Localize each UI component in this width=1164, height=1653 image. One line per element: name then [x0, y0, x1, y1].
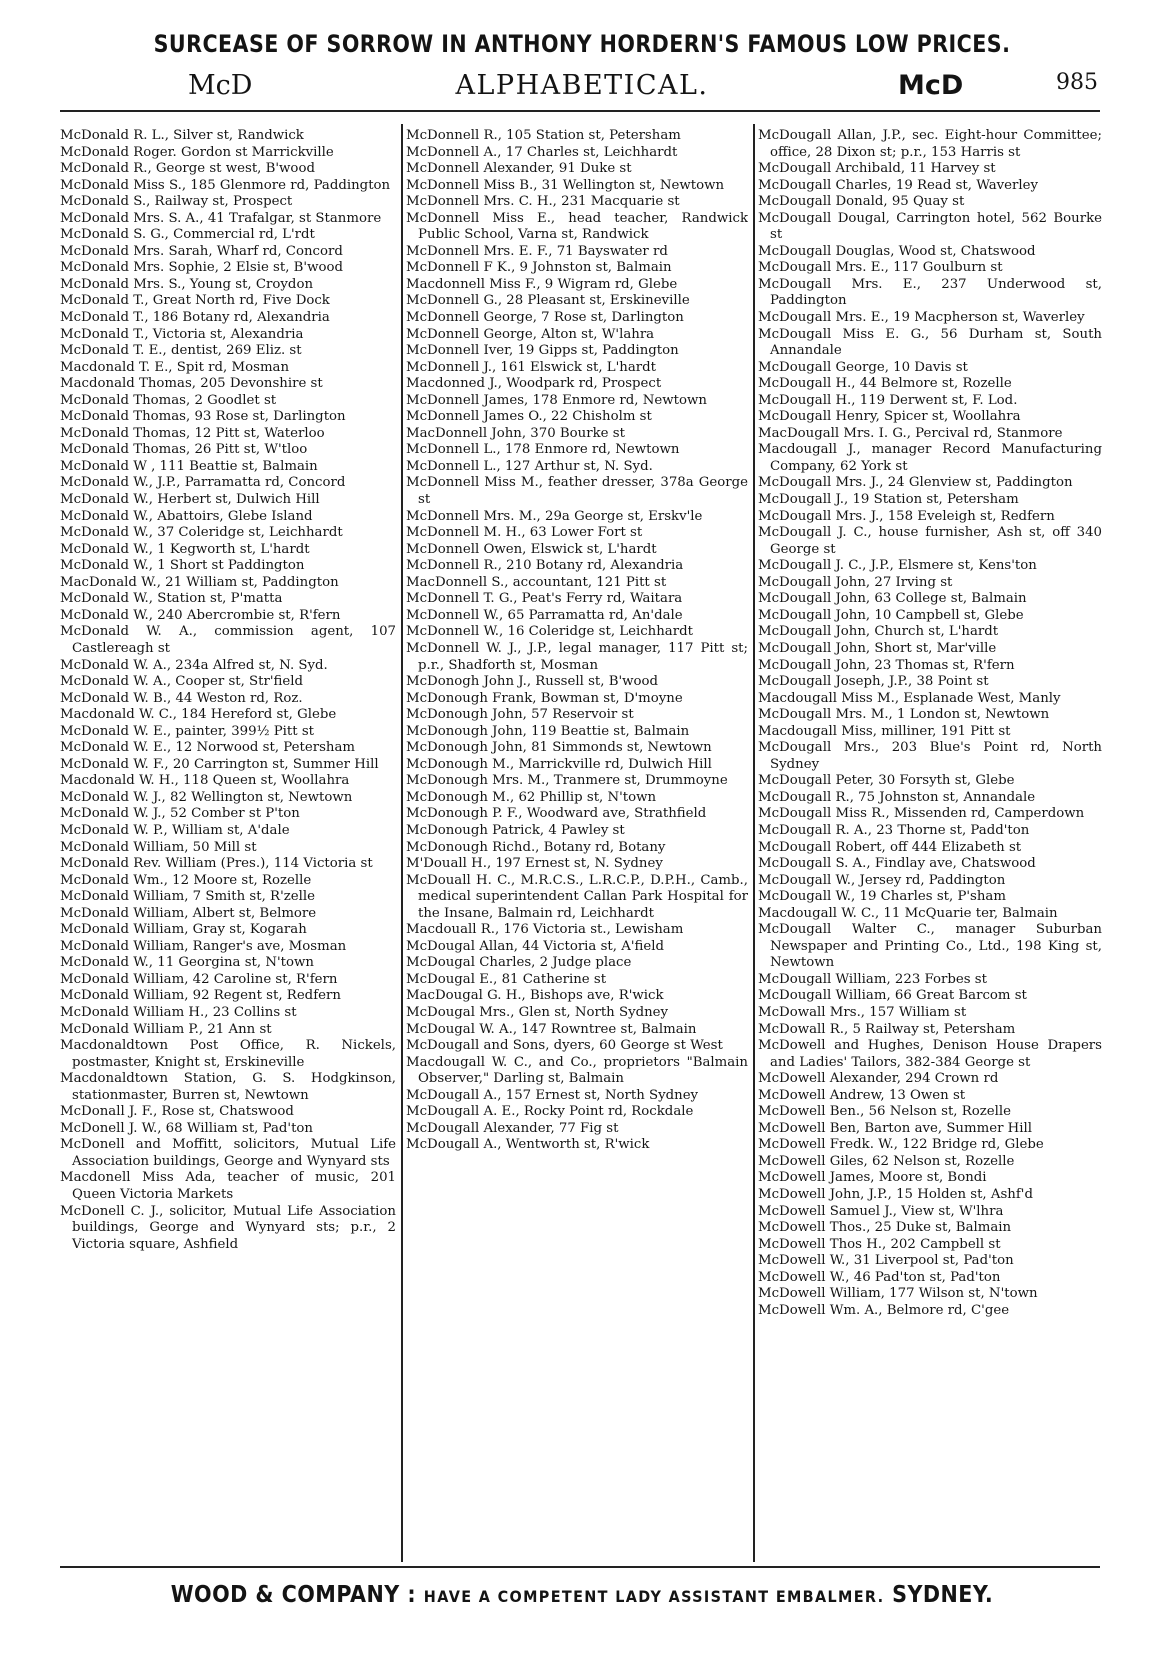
directory-entry: McDougall Mrs. M., 1 London st, Newtown — [758, 707, 1050, 723]
directory-entry: McDowell Andrew, 13 Owen st — [758, 1087, 966, 1103]
directory-entry: McDonald W., 240 Abercrombie st, R'fern — [60, 607, 341, 623]
directory-entry: McDougall A., Wentworth st, R'wick — [406, 1137, 650, 1153]
directory-entry: McDonnell Mrs. C. H., 231 Macquarie st — [406, 194, 680, 210]
directory-entry: McDonald Mrs. Sarah, Wharf rd, Concord — [60, 243, 343, 259]
directory-entry: McDougall John, 27 Irving st — [758, 574, 953, 590]
directory-entry: McDonnell George, Alton st, W'lahra — [406, 326, 655, 342]
directory-entry: MacDonnell John, 370 Bourke st — [406, 425, 625, 441]
directory-entry: McDonald W. A., Cooper st, Str'field — [60, 674, 304, 690]
directory-entry: McDougall Mrs. J., 24 Glenview st, Paddington — [758, 475, 1073, 491]
directory-entry: McDougal Mrs., Glen st, North Sydney — [406, 1004, 669, 1020]
directory-entry: McDonnell T. G., Peat's Ferry rd, Waitara — [406, 591, 683, 607]
directory-entry: McDonald William, 50 Mill st — [60, 839, 257, 855]
directory-entry: McDonald Thomas, 93 Rose st, Darlington — [60, 409, 346, 425]
directory-entry: McDonall J. F., Rose st, Chatswood — [60, 1104, 294, 1120]
directory-entry: McDonnell F K., 9 Johnston st, Balmain — [406, 260, 672, 276]
directory-entry: McDonald Wm., 12 Moore st, Rozelle — [60, 872, 312, 888]
directory-entry: McDonell J. W., 68 William st, Pad'ton — [60, 1120, 313, 1136]
directory-entry: McDonald W. B., 44 Weston rd, Roz. — [60, 690, 303, 706]
directory-entry: McDougall H., 119 Derwent st, F. Lod. — [758, 392, 1018, 408]
directory-entry: McDonald Mrs. S., Young st, Croydon — [60, 276, 314, 292]
directory-entry: McDougall William, 66 Great Barcom st — [758, 988, 1027, 1004]
directory-entry: McDougall Alexander, 77 Fig st — [406, 1120, 619, 1136]
directory-entry: McDougall J., 19 Station st, Petersham — [758, 492, 1019, 508]
directory-entry: Macdonaldtown Station, G. S. Hodgkinson, stationmaster, Burren st, Newtown — [60, 1071, 396, 1103]
directory-entry: McDowell John, J.P., 15 Holden st, Ashf'd — [758, 1187, 1033, 1202]
directory-entry: McDonald W., 1 Short st Paddington — [60, 558, 305, 574]
directory-entry: McDonnell George, 7 Rose st, Darlington — [406, 310, 684, 326]
directory-entry: McDonnell James, 178 Enmore rd, Newtown — [406, 392, 707, 408]
directory-entry: McDougall Allan, J.P., sec. Eight-hour Committee; office, 28 Dixon st; p.r., 153 Harris st — [758, 128, 1102, 160]
directory-entry: McDonald W., Herbert st, Dulwich Hill — [60, 492, 320, 508]
directory-entry: McDonald Miss S., 185 Glenmore rd, Paddington — [60, 177, 391, 193]
directory-entry: McDonald W. F., 20 Carrington st, Summer Hill — [60, 756, 379, 772]
directory-entry: McDonald Roger. Gordon st Marrickville — [60, 144, 334, 160]
directory-entry: McDougall Mrs. E., 237 Underwood st, Paddington — [758, 276, 1102, 309]
directory-entry: Macdonald Thomas, 205 Devonshire st — [60, 376, 323, 392]
directory-entry: McDonnell Miss M., feather dresser, 378a George st — [406, 475, 748, 508]
directory-entry: McDougall Peter, 30 Forsyth st, Glebe — [758, 773, 1015, 789]
directory-entry: McDougall Mrs., 203 Blue's Point rd, North Sydney — [758, 740, 1102, 772]
directory-entry: McDonald R. L., Silver st, Randwick — [60, 128, 304, 143]
directory-entry: McDougall Robert, off 444 Elizabeth st — [758, 839, 1022, 855]
directory-entry: McDonald William, Albert st, Belmore — [60, 905, 317, 921]
directory-entry: McDonnell Miss B., 31 Wellington st, Newtown — [406, 177, 725, 193]
directory-entry: McDowell Thos., 25 Duke st, Balmain — [758, 1220, 1012, 1236]
directory-entry: McDonell and Moffitt, solicitors, Mutual Life Association buildings, George and Wynyard sts — [60, 1137, 396, 1169]
directory-entry: McDonald W., Station st, P'matta — [60, 591, 283, 607]
directory-entry: McDonald William H., 23 Collins st — [60, 1004, 297, 1020]
directory-entry: Macdonald W. H., 118 Queen st, Woollahra — [60, 773, 350, 789]
directory-entry: McDonnell L., 127 Arthur st, N. Syd. — [406, 458, 653, 474]
footer-rule — [60, 1566, 1100, 1568]
directory-entry: McDougall H., 44 Belmore st, Rozelle — [758, 376, 1012, 392]
directory-entry: McDowell Ben., 56 Nelson st, Rozelle — [758, 1104, 1012, 1120]
directory-entry: McDowell Wm. A., Belmore rd, C'gee — [758, 1302, 1010, 1318]
directory-entry: McDonnell A., 17 Charles st, Leichhardt — [406, 144, 678, 160]
directory-entry: McDonald William P., 21 Ann st — [60, 1021, 272, 1037]
directory-entry: McDowall R., 5 Railway st, Petersham — [758, 1021, 1016, 1037]
advertiser-name: WOOD & COMPANY : — [170, 1582, 417, 1608]
directory-entry: McDonogh John J., Russell st, B'wood — [406, 674, 659, 690]
directory-entry: McDonough M., Marrickville rd, Dulwich Hill — [406, 756, 712, 772]
header-rule — [60, 110, 1100, 112]
directory-entry: McDonnell G., 28 Pleasant st, Erskineville — [406, 293, 690, 309]
directory-entry: McDonald W., 1 Kegworth st, L'hardt — [60, 541, 310, 557]
directory-entry: McDonald W. A., commission agent, 107 Castlereagh st — [60, 624, 396, 656]
directory-entry: McDonald W. J., 82 Wellington st, Newtown — [60, 789, 353, 805]
directory-entry: McDonnell W. J., J.P., legal manager, 117 Pitt st; p.r., Shadforth st, Mosman — [406, 640, 748, 673]
directory-entry: McDougall W., Jersey rd, Paddington — [758, 872, 1006, 888]
directory-entry: McDonald W. E., painter, 399½ Pitt st — [60, 723, 314, 739]
directory-entry: McDougall Mrs. E., 117 Goulburn st — [758, 260, 1003, 276]
directory-entry: McDonough John, 119 Beattie st, Balmain — [406, 723, 690, 739]
directory-entry: McDougall S. A., Findlay ave, Chatswood — [758, 856, 1036, 872]
directory-entry: McDonnell Iver, 19 Gipps st, Paddington — [406, 343, 679, 359]
directory-entry: McDowell William, 177 Wilson st, N'town — [758, 1286, 1038, 1302]
directory-entry: McDougal E., 81 Catherine st — [406, 971, 607, 987]
directory-entry: Macdonaldtown Post Office, R. Nickels, postmaster, Knight st, Erskineville — [60, 1038, 396, 1070]
directory-entry: McDougall J. C., house furnisher, Ash st, off 340 George st — [758, 525, 1102, 557]
directory-entry: McDonough Mrs. M., Tranmere st, Drummoyne — [406, 773, 728, 789]
directory-entry: McDonough Frank, Bowman st, D'moyne — [406, 690, 683, 706]
directory-entry: McDonnell W., 65 Parramatta rd, An'dale — [406, 607, 683, 623]
directory-column-3 — [758, 128, 1102, 1568]
directory-entry: McDonald S. G., Commercial rd, L'rdt — [60, 227, 315, 243]
directory-entry: McDonald Thomas, 12 Pitt st, Waterloo — [60, 425, 325, 441]
advertisement-message: HAVE A COMPETENT LADY ASSISTANT EMBALMER. — [423, 1587, 885, 1606]
directory-entry: MacDougal G. H., Bishops ave, R'wick — [406, 988, 664, 1004]
directory-entry: McDonald William, Gray st, Kogarah — [60, 922, 307, 938]
directory-entry: McDonnell W., 16 Coleridge st, Leichhardt — [406, 624, 693, 640]
directory-entry: Macdonnell Miss F., 9 Wigram rd, Glebe — [406, 276, 678, 292]
directory-entry: McDougall R. A., 23 Thorne st, Padd'ton — [758, 822, 1030, 838]
running-head-left: McD — [188, 70, 253, 101]
directory-entry: McDougall and Sons, dyers, 60 George st West — [406, 1038, 723, 1054]
directory-entry: McDougall J. C., J.P., Elsmere st, Kens'ton — [758, 558, 1037, 574]
directory-entry: Macdonell Miss Ada, teacher of music, 201 Queen Victoria Markets — [60, 1170, 396, 1202]
directory-entry: McDougall William, 223 Forbes st — [758, 971, 987, 987]
directory-entry: McDonough John, 81 Simmonds st, Newtown — [406, 740, 712, 756]
directory-entry: McDonald W., 37 Coleridge st, Leichhardt — [60, 525, 343, 541]
directory-entry: McDowell W., 46 Pad'ton st, Pad'ton — [758, 1269, 1001, 1285]
directory-entry: McDonough M., 62 Phillip st, N'town — [406, 789, 657, 805]
directory-entry: Macdougall W. C., and Co., proprietors "Balmain Observer," Darling st, Balmain — [406, 1054, 748, 1087]
directory-entry: McDowell Alexander, 294 Crown rd — [758, 1071, 999, 1087]
directory-entry: McDonough John, 57 Reservoir st — [406, 707, 634, 723]
directory-entry: McDowell Samuel J., View st, W'lhra — [758, 1203, 1004, 1219]
directory-entry: McDonnell James O., 22 Chisholm st — [406, 409, 652, 425]
directory-entry: Macdougall Miss M., Esplanade West, Manly — [758, 690, 1061, 706]
directory-entry: McDougall Mrs. J., 158 Eveleigh st, Redfern — [758, 508, 1055, 524]
directory-entry: McDougall Miss E. G., 56 Durham st, South Annandale — [758, 326, 1102, 359]
directory-entry: MacDougall Mrs. I. G., Percival rd, Stanmore — [758, 425, 1063, 441]
directory-entry: McDonald William, Ranger's ave, Mosman — [60, 938, 347, 954]
directory-entry: McDonald W. E., 12 Norwood st, Petersham — [60, 740, 355, 756]
bottom-advertisement-banner — [58, 1582, 1106, 1608]
top-advertisement-banner: SURCEASE OF SORROW IN ANTHONY HORDERN'S FAMOUS LOW PRICES. — [153, 30, 1011, 58]
directory-entry: Macdougall W. C., 11 McQuarie ter, Balmain — [758, 905, 1058, 921]
directory-entry: McDonald Mrs. S. A., 41 Trafalgar, st Stanmore — [60, 210, 382, 226]
directory-entry: McDowell and Hughes, Denison House Drapers and Ladies' Tailors, 382-384 George st — [758, 1038, 1102, 1070]
directory-entry: McDowell W., 31 Liverpool st, Pad'ton — [758, 1253, 1014, 1269]
directory-entry: McDougall Dougal, Carrington hotel, 562 Bourke st — [758, 210, 1102, 243]
directory-entry: Macdougall Miss, milliner, 191 Pitt st — [758, 723, 1011, 739]
directory-entry: McDonnell J., 161 Elswick st, L'hardt — [406, 359, 656, 375]
directory-entry: McDonald William, 92 Regent st, Redfern — [60, 988, 341, 1004]
directory-entry: McDonald W., J.P., Parramatta rd, Concord — [60, 475, 346, 491]
directory-entry: McDougall Henry, Spicer st, Woollahra — [758, 409, 1021, 425]
directory-entry: McDonald T., Great North rd, Five Dock — [60, 293, 330, 309]
directory-entry: McDouall H. C., M.R.C.S., L.R.C.P., D.P.H., Camb., medical superintendent Callan Park Hospital for the Insane, Balmain rd, Leichhardt — [406, 872, 748, 921]
directory-entry: McDonnell R., 105 Station st, Petersham — [406, 128, 681, 143]
directory-entry: McDougal Charles, 2 Judge place — [406, 955, 632, 971]
directory-entry: McDougall George, 10 Davis st — [758, 359, 968, 375]
directory-entry: McDonnell L., 178 Enmore rd, Newtown — [406, 442, 680, 458]
directory-entry: MacDonald W., 21 William st, Paddington — [60, 574, 339, 590]
directory-entry: McDonald W. J., 52 Comber st P'ton — [60, 806, 300, 822]
directory-entry: McDonald R., George st west, B'wood — [60, 161, 315, 177]
directory-entry: McDougall Charles, 19 Read st, Waverley — [758, 177, 1039, 193]
directory-entry: McDougall Donald, 95 Quay st — [758, 194, 965, 210]
directory-entry: McDonnell R., 210 Botany rd, Alexandria — [406, 558, 684, 574]
directory-entry: McDonald S., Railway st, Prospect — [60, 194, 293, 210]
directory-entry: McDougall Walter C., manager Suburban Newspaper and Printing Co., Ltd., 198 King st, Newtown — [758, 922, 1102, 971]
directory-entry: McDonald T., Victoria st, Alexandria — [60, 326, 304, 342]
directory-entry: McDougall John, 23 Thomas st, R'fern — [758, 657, 1015, 673]
directory-entry: McDonald W., Abattoirs, Glebe Island — [60, 508, 313, 524]
directory-entry: McDonnell Mrs. E. F., 71 Bayswater rd — [406, 243, 668, 259]
directory-entry: McDonald W , 111 Beattie st, Balmain — [60, 458, 318, 474]
directory-entry: McDougall Archibald, 11 Harvey st — [758, 161, 996, 177]
directory-entry: McDonald T., 186 Botany rd, Alexandria — [60, 310, 330, 326]
directory-entry: McDowell James, Moore st, Bondi — [758, 1170, 987, 1186]
directory-entry: Macdonned J., Woodpark rd, Prospect — [406, 376, 662, 392]
directory-column-1 — [60, 128, 396, 1568]
directory-entry: McDonnell M. H., 63 Lower Fort st — [406, 525, 643, 541]
directory-entry: Macdouall R., 176 Victoria st., Lewisham — [406, 922, 684, 938]
directory-entry: McDonald William, 7 Smith st, R'zelle — [60, 889, 315, 905]
directory-entry: McDonell C. J., solicitor, Mutual Life Association buildings, George and Wynyard sts; p.r., 2 Victoria square, Ashfield — [60, 1203, 396, 1252]
directory-entry: MacDonnell S., accountant, 121 Pitt st — [406, 574, 667, 590]
column-divider-right — [753, 124, 755, 1562]
directory-entry: McDonald Thomas, 26 Pitt st, W'tloo — [60, 442, 308, 458]
directory-entry: McDougall W., 19 Charles st, P'sham — [758, 889, 1006, 905]
directory-entry: McDonough Patrick, 4 Pawley st — [406, 822, 625, 838]
directory-entry: McDonnell Alexander, 91 Duke st — [406, 161, 632, 177]
directory-entry: McDonald W., 11 Georgina st, N'town — [60, 955, 314, 971]
advertisement-city: SYDNEY. — [892, 1582, 994, 1608]
directory-entry: McDougall John, 63 College st, Balmain — [758, 591, 1027, 607]
directory-entry: McDougall A., 157 Ernest st, North Sydney — [406, 1087, 699, 1103]
directory-entry: McDowell Fredk. W., 122 Bridge rd, Glebe — [758, 1137, 1044, 1153]
directory-entry: M'Douall H., 197 Ernest st, N. Sydney — [406, 856, 663, 872]
directory-entry: McDougall John, Church st, L'hardt — [758, 624, 999, 640]
directory-entry: McDougal Allan, 44 Victoria st, A'field — [406, 938, 664, 954]
directory-entry: McDonnell Owen, Elswick st, L'hardt — [406, 541, 657, 557]
running-head-title: ALPHABETICAL. — [455, 70, 709, 101]
directory-entry: McDowell Giles, 62 Nelson st, Rozelle — [758, 1153, 1015, 1169]
directory-column-2 — [406, 128, 748, 1568]
directory-entry: McDowell Ben, Barton ave, Summer Hill — [758, 1120, 1033, 1136]
directory-entry: McDougall Douglas, Wood st, Chatswood — [758, 243, 1036, 259]
page-number: 985 — [1056, 70, 1098, 95]
column-divider-left — [401, 124, 403, 1562]
running-head — [0, 70, 1164, 110]
directory-entry: McDonnell Miss E., head teacher, Randwick Public School, Varna st, Randwick — [406, 210, 748, 243]
directory-entry: McDonald W. P., William st, A'dale — [60, 822, 290, 838]
directory-entry: McDougall John, Short st, Mar'ville — [758, 640, 997, 656]
directory-entry: Macdonald W. C., 184 Hereford st, Glebe — [60, 707, 337, 723]
running-head-right: McD — [898, 70, 964, 101]
directory-entry: McDonnell Mrs. M., 29a George st, Erskv'le — [406, 508, 703, 524]
directory-entry: McDonald Mrs. Sophie, 2 Elsie st, B'wood — [60, 260, 343, 276]
directory-entry: McDowall Mrs., 157 William st — [758, 1004, 967, 1020]
directory-entry: McDonald Thomas, 2 Goodlet st — [60, 392, 277, 408]
directory-entry: McDougal W. A., 147 Rowntree st, Balmain — [406, 1021, 697, 1037]
directory-entry: McDowell Thos H., 202 Campbell st — [758, 1236, 1001, 1252]
directory-entry: McDougall A. E., Rocky Point rd, Rockdale — [406, 1104, 694, 1120]
directory-entry: McDonough Richd., Botany rd, Botany — [406, 839, 666, 855]
directory-entry: McDonald William, 42 Caroline st, R'fern — [60, 971, 338, 987]
directory-entry: McDonald T. E., dentist, 269 Eliz. st — [60, 343, 302, 359]
directory-entry: McDougall R., 75 Johnston st, Annandale — [758, 789, 1036, 805]
directory-entry: McDougall Joseph, J.P., 38 Point st — [758, 674, 989, 690]
directory-entry: McDonald Rev. William (Pres.), 114 Victoria st — [60, 856, 373, 872]
directory-entry: McDougall John, 10 Campbell st, Glebe — [758, 607, 1024, 623]
directory-entry: Macdougall J., manager Record Manufacturing Company, 62 York st — [758, 442, 1102, 474]
directory-entry: Macdonald T. E., Spit rd, Mosman — [60, 359, 290, 375]
directory-entry: McDonald W. A., 234a Alfred st, N. Syd. — [60, 657, 328, 673]
directory-entry: McDougall Mrs. E., 19 Macpherson st, Waverley — [758, 310, 1085, 326]
directory-entry: McDougall Miss R., Missenden rd, Camperdown — [758, 806, 1085, 822]
directory-entry: McDonough P. F., Woodward ave, Strathfield — [406, 806, 707, 822]
